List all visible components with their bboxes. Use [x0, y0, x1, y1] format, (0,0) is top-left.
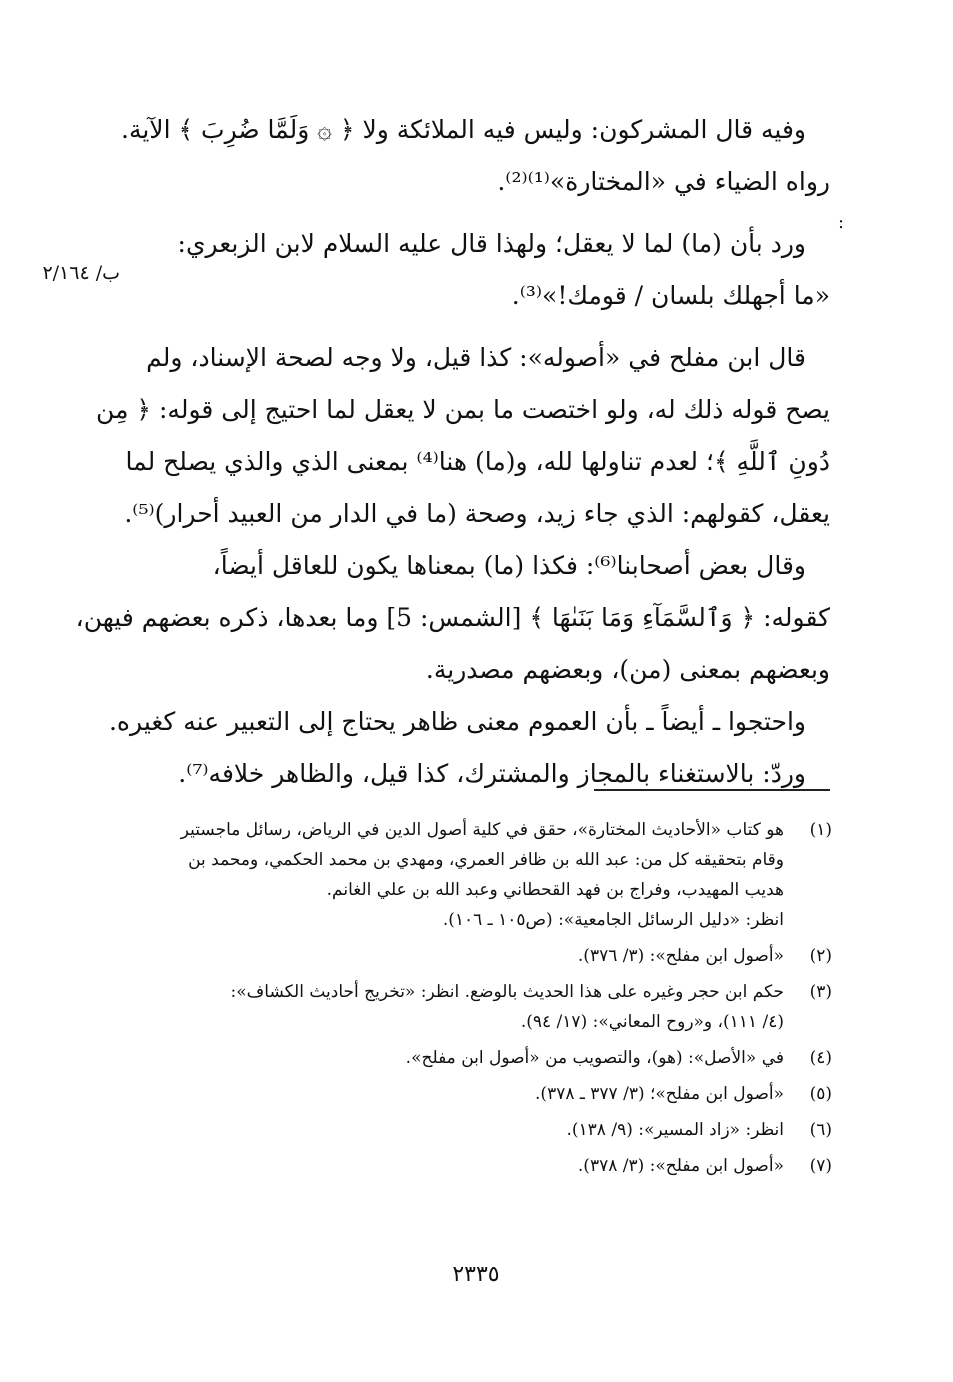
footnote-number: (١)	[809, 820, 832, 840]
footnote-number: (٣)	[809, 982, 832, 1002]
text-line: كقوله: ﴿ وَٱلسَّمَآءِ وَمَا بَنَىٰهَا ﴾ [الشمس: 5] وما بعدها، ذكره بعضهم فيهن،	[75, 603, 830, 632]
footnotes	[120, 815, 832, 1187]
footnote	[120, 1151, 832, 1181]
footnote	[120, 1043, 832, 1073]
footnote-line: «أصول ابن مفلح»؛ (٣/ ٣٧٧ ـ ٣٧٨).	[535, 1084, 784, 1104]
footnote-number: (٧)	[809, 1156, 832, 1176]
footnote-number: (٦)	[809, 1120, 832, 1140]
text-line: رواه الضياء في «المختارة»⁽¹⁾⁽²⁾.	[497, 167, 830, 196]
footnote-line: (٤/ ١١١)، و«روح المعاني»: (١٧/ ٩٤).	[520, 1012, 784, 1032]
footnote-line: هو كتاب «الأحاديث المختارة»، حقق في كلية أصول الدين في الرياض، رسائل ماجستير	[180, 820, 784, 840]
footnote	[120, 977, 832, 1037]
text-line: يصح قوله ذلك له، ولو اختصت ما بمن لا يعقل لما احتيج إلى قوله: ﴿ مِن	[96, 395, 830, 424]
text-line: قال ابن مفلح في «أصوله»: كذا قيل، ولا وجه لصحة الإسناد، ولم	[146, 343, 806, 372]
text-line: يعقل، كقولهم: الذي جاء زيد، وصحة (ما في الدار من العبيد أحرار)⁽⁵⁾.	[124, 499, 830, 528]
footnote-line: انظر: «دليل الرسائل الجامعية»: (ص١٠٥ ـ ١٠٦).	[442, 910, 784, 930]
footnote-line: وقام بتحقيقه كل من: عبد الله بن ظافر العمري، ومهدي بن محمد الحكمي، ومحمد بن	[188, 850, 784, 870]
text-line: دُونِ ٱللَّهِ ﴾؛ لعدم تناولها لله، و(ما) هنا⁽⁴⁾ بمعنى الذي والذي يصلح لما	[125, 447, 830, 476]
text-line: وردّ: بالاستغناء بالمجاز والمشترك، كذا قيل، والظاهر خلافه⁽⁷⁾.	[178, 759, 806, 788]
footnote-line: «أصول ابن مفلح»: (٣/ ٣٧٨).	[577, 1156, 784, 1176]
footnote	[120, 1115, 832, 1145]
text-line: وقال بعض أصحابنا⁽⁶⁾: فكذا (ما) بمعناها يكون للعاقل أيضاً،	[212, 551, 806, 580]
manuscript-folio-note: ب/ ٢/١٦٤	[42, 262, 120, 284]
footnote-separator	[594, 789, 830, 791]
text-line: واحتجوا ـ أيضاً ـ بأن العموم معنى ظاهر يحتاج إلى التعبير عنه كغيره.	[108, 707, 806, 736]
footnote-line: «أصول ابن مفلح»: (٣/ ٣٧٦).	[577, 946, 784, 966]
footnote	[120, 815, 832, 935]
footnote-line: حكم ابن حجر وغيره على هذا الحديث بالوضع. انظر: «تخريج أحاديث الكشاف»:	[230, 982, 784, 1002]
margin-mark: :	[838, 212, 845, 233]
footnote	[120, 941, 832, 971]
footnote-number: (٢)	[809, 946, 832, 966]
text-line: وبعضهم بمعنى (من)، وبعضهم مصدرية.	[425, 655, 830, 684]
text-line: وفيه قال المشركون: وليس فيه الملائكة ولا ﴿ ۞ وَلَمَّا ضُرِبَ ﴾ الآية.	[121, 115, 806, 144]
footnote	[120, 1079, 832, 1109]
footnote-number: (٥)	[809, 1084, 832, 1104]
page-number: ٢٣٣٥	[452, 1262, 500, 1287]
footnote-line: انظر: «زاد المسير»: (٩/ ١٣٨).	[566, 1120, 784, 1140]
footnote-line: هديب المهيدب، وفراج بن فهد القحطاني وعبد الله بن علي الغانم.	[326, 880, 784, 900]
text-line: «ما أجهلك بلسان / قومك!»⁽³⁾.	[511, 281, 830, 310]
footnote-number: (٤)	[809, 1048, 832, 1068]
text-line: ورد بأن (ما) لما لا يعقل؛ ولهذا قال عليه السلام لابن الزبعري:	[177, 229, 806, 258]
footnote-line: في «الأصل»: (هو)، والتصويب من «أصول ابن مفلح».	[405, 1048, 784, 1068]
